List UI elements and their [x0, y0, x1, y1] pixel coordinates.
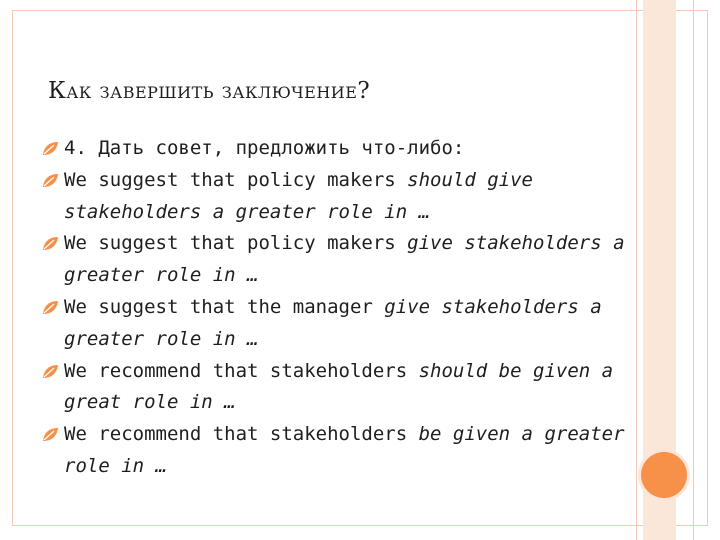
leaf-bullet-icon	[42, 300, 59, 315]
item-italic-text: give stakeholders a greater role in …	[64, 232, 625, 287]
bullet-list	[42, 133, 632, 483]
item-text: We suggest that policy makers	[64, 232, 408, 255]
leaf-bullet-icon	[42, 141, 59, 156]
list-item	[42, 228, 632, 292]
list-item	[42, 419, 632, 483]
list-item	[42, 133, 632, 165]
item-italic-text: should give stakeholders a greater role in …	[64, 168, 534, 223]
leaf-bullet-icon	[42, 236, 59, 251]
item-text: We suggest that policy makers	[64, 168, 408, 191]
item-italic-text: give stakeholders a greater role in …	[64, 295, 602, 350]
item-italic-text: be given a greater role in …	[64, 423, 625, 477]
accent-circle	[641, 452, 687, 498]
vertical-rule	[693, 0, 694, 540]
list-item	[42, 165, 632, 229]
item-text: We recommend that stakeholders	[64, 423, 419, 446]
leaf-bullet-icon	[42, 173, 59, 188]
list-item	[42, 292, 632, 356]
leaf-bullet-icon	[42, 364, 59, 379]
title-text: Как завершить заключение?	[48, 78, 371, 104]
slide-title	[48, 78, 370, 104]
list-item	[42, 356, 632, 420]
item-text: We suggest that the manager	[64, 295, 385, 318]
item-text: We recommend that stakeholders	[64, 359, 419, 382]
item-text: 4. Дать совет, предложить что-либо:	[64, 137, 465, 159]
leaf-bullet-icon	[42, 427, 59, 442]
item-italic-text: should be given a great role in …	[64, 359, 614, 414]
vertical-rule	[636, 0, 637, 540]
